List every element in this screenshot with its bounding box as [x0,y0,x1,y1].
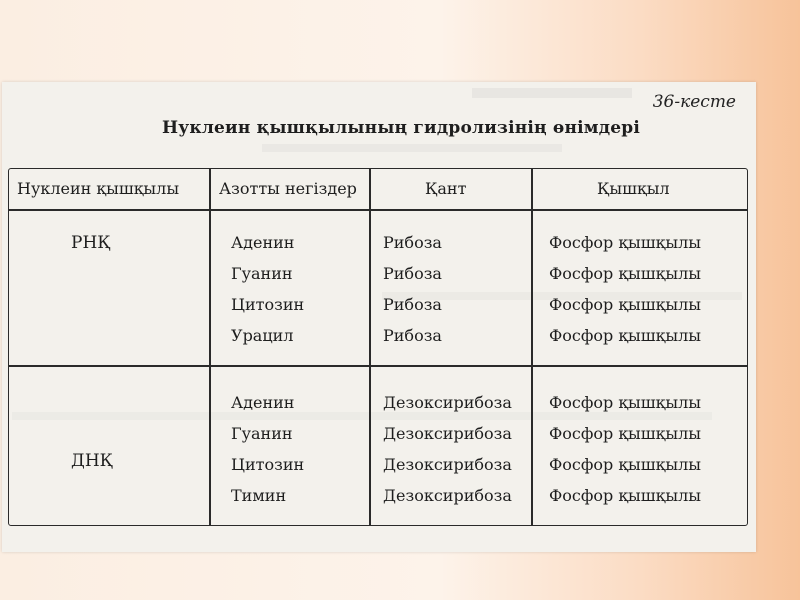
column-divider [531,169,533,525]
hydrolysis-table [8,168,748,526]
group-divider [9,365,747,367]
acid-cell: Фосфор қышқылы [549,486,701,505]
sugar-cell: Дезоксирибоза [383,455,512,474]
bleed-through-mark [262,144,562,152]
base-cell: Гуанин [231,264,293,283]
base-cell: Тимин [231,486,287,505]
base-cell: Гуанин [231,424,293,443]
header-acid: Қышқыл [597,179,670,198]
acid-cell: Фосфор қышқылы [549,326,701,345]
sugar-cell: Рибоза [383,233,442,252]
sugar-cell: Дезоксирибоза [383,393,512,412]
column-divider [369,169,371,525]
table-number: 36-кесте [652,92,736,112]
sugar-cell: Дезоксирибоза [383,486,512,505]
sugar-cell: Дезоксирибоза [383,424,512,443]
header-divider [9,209,747,211]
sugar-cell: Рибоза [383,326,442,345]
acid-cell: Фосфор қышқылы [549,233,701,252]
sugar-cell: Рибоза [383,295,442,314]
header-sugar: Қант [425,179,467,198]
group-label-dna: ДНҚ [71,451,113,471]
acid-cell: Фосфор қышқылы [549,455,701,474]
acid-cell: Фосфор қышқылы [549,295,701,314]
header-nitrogen-bases: Азотты негіздер [219,179,357,198]
base-cell: Аденин [231,233,295,252]
base-cell: Урацил [231,326,294,345]
base-cell: Цитозин [231,295,305,314]
table-title: Нуклеин қышқылының гидролизінің өнімдері [162,118,640,138]
column-divider [209,169,211,525]
group-label-rna: РНҚ [71,233,111,253]
acid-cell: Фосфор қышқылы [549,424,701,443]
acid-cell: Фосфор қышқылы [549,264,701,283]
sugar-cell: Рибоза [383,264,442,283]
acid-cell: Фосфор қышқылы [549,393,701,412]
base-cell: Аденин [231,393,295,412]
bleed-through-mark [472,88,632,98]
base-cell: Цитозин [231,455,305,474]
scanned-page [2,82,756,552]
header-nucleic-acid: Нуклеин қышқылы [17,179,180,198]
